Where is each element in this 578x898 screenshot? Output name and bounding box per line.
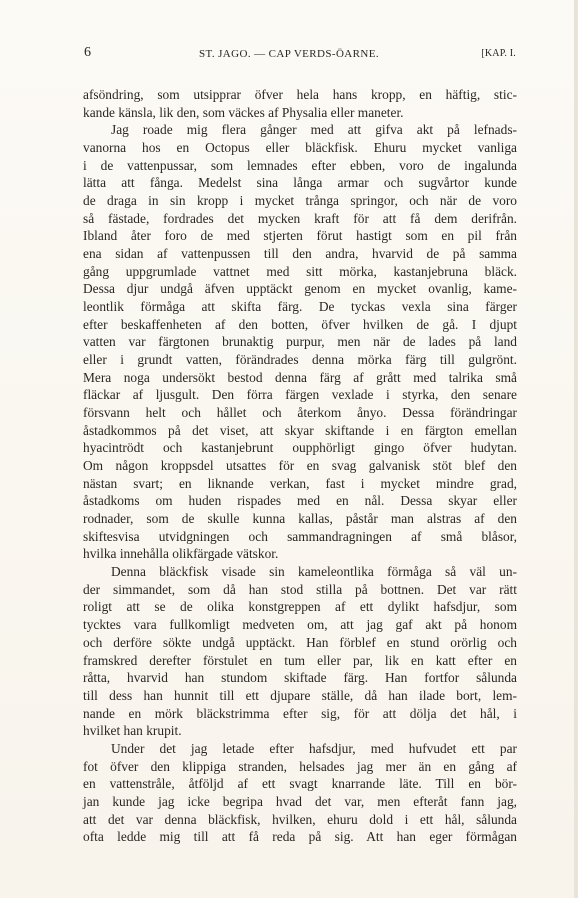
text-line: nande en mörk bläckstrimma efter sig, för att dölja det hål, i <box>83 705 517 721</box>
text-line: lätta att fånga. Medelst sina långa armar och sugvårtor kunde <box>83 175 517 191</box>
text-line: Jag roade mig flera gånger med att gifva akt på lefnads- <box>111 122 517 138</box>
page-edge <box>574 0 578 898</box>
text-line: afsöndring, som utsipprar öfver hela hans kropp, en häftig, stic- <box>83 87 517 102</box>
text-line: nästan svart; en liknande verkan, fast i mycket mindre grad, <box>83 475 517 491</box>
text-line: leontlik förmåga att skifta färg. De tyckas vexla sina färger <box>83 299 517 315</box>
text-line: tycktes vara fullkomligt medveten om, att jag gaf akt på honom <box>83 617 517 633</box>
text-line: till dess han hunnit till ett djupare ställe, då han ilade bort, lem- <box>83 687 517 703</box>
text-line: kande känsla, lik den, som väckes af Physalia eller maneter. <box>83 104 404 120</box>
text-line: en vattenstråle, åtföljd af ett svagt knarrande läte. Till en bör- <box>83 776 517 792</box>
text-line: skiftesvisa utvidgningen och sammandragningen af små blåsor, <box>83 528 517 544</box>
body-text <box>83 86 517 846</box>
text-line: Ibland åter foro de med stjerten förut hastigt som en pil från <box>83 228 517 244</box>
text-line: Under det jag letade efter hafsdjur, med hufvudet ett par <box>111 740 517 756</box>
text-line: Mera noga undersökt bestod denna färg af grått med talrika små <box>83 369 517 385</box>
chapter-label: [KAP. I. <box>481 48 516 59</box>
text-line: hvilket han krupit. <box>83 723 182 739</box>
text-line: att det var denna bläckfisk, hvilken, ehuru dold i ett hål, sålunda <box>83 811 517 827</box>
text-line: de draga in sin kropp i mycket trånga springor, och när de voro <box>83 193 517 209</box>
text-line: hvilka innehålla olikfärgade vätskor. <box>83 546 279 562</box>
text-line: så fästade, fordrades det mycken kraft för att få dem derifrån. <box>83 210 517 226</box>
text-line: framskred derefter förstulet en tum eller par, lik en katt efter en <box>83 652 517 668</box>
text-line: roligt att se de olika konstgreppen af ett dylikt hafsdjur, som <box>83 599 517 615</box>
text-line: åstadkommos på det viset, att skyar skiftande i en färgton emellan <box>83 422 517 438</box>
text-line: rodnader, som de skulle kunna kallas, påstår man alstras af den <box>83 511 517 527</box>
text-line: i de vattenpussar, som lemnades efter ebben, voro de ingalunda <box>83 157 517 173</box>
text-line: råtta, hvarvid han stundom skiftade färg. Han fortfor sålunda <box>83 670 517 686</box>
text-line: jan kunde jag icke begripa hvad det var, men efteråt fann jag, <box>83 793 517 809</box>
text-line: försvann helt och hållet och återkom ånyo. Dessa förändringar <box>83 405 517 421</box>
text-line: vanorna hos en Octopus eller bläckfisk. Ehuru mycket vanliga <box>83 140 517 156</box>
text-line: eller i grundt vatten, förändrades denna mörka färg till gulgrönt. <box>83 352 517 368</box>
text-line: efter beskaffenheten af den botten, öfver hvilken de gå. I djupt <box>83 316 517 332</box>
text-line: ena sidan af vattenpussen till den andra, hvarvid de på samma <box>83 246 517 262</box>
text-line: och derföre sökte undgå upptäckt. Han förblef en stund orörlig och <box>83 634 517 650</box>
text-line: gång uppgrumlade vattnet med sitt mörka, kastanjebruna bläck. <box>83 263 517 279</box>
text-line: åstadkoms om huden rispades med en nål. Dessa skyar eller <box>83 493 517 509</box>
text-line: Om någon kroppsdel utsattes för en svag galvanisk stöt blef den <box>83 458 517 474</box>
text-line: der simmandet, som då han stod stilla på bottnen. Det var rätt <box>83 581 517 597</box>
text-line: hyacintrödt och kastanjebrunt oupphörligt gingo öfver hudytan. <box>83 440 517 456</box>
text-line: vatten var färgtonen brunaktig purpur, men när de lades på land <box>83 334 517 350</box>
text-line: ofta ledde mig till att få reda på sig. Att han eger förmågan <box>83 829 517 845</box>
text-line: fot öfver den klippiga stranden, helsades jag mer än en gång af <box>83 758 517 774</box>
text-line: Dessa djur undgå äfven upptäckt genom en mycket ovanlig, kame- <box>83 281 517 297</box>
running-title: ST. JAGO. — CAP VERDS-ÖARNE. <box>199 48 379 60</box>
text-line: fläckar af ljusgult. Den förra färgen vexlade i styrka, den senare <box>83 387 517 403</box>
text-line: Denna bläckfisk visade sin kameleontlika förmåga så väl un- <box>111 564 517 580</box>
page-number: 6 <box>84 45 92 60</box>
